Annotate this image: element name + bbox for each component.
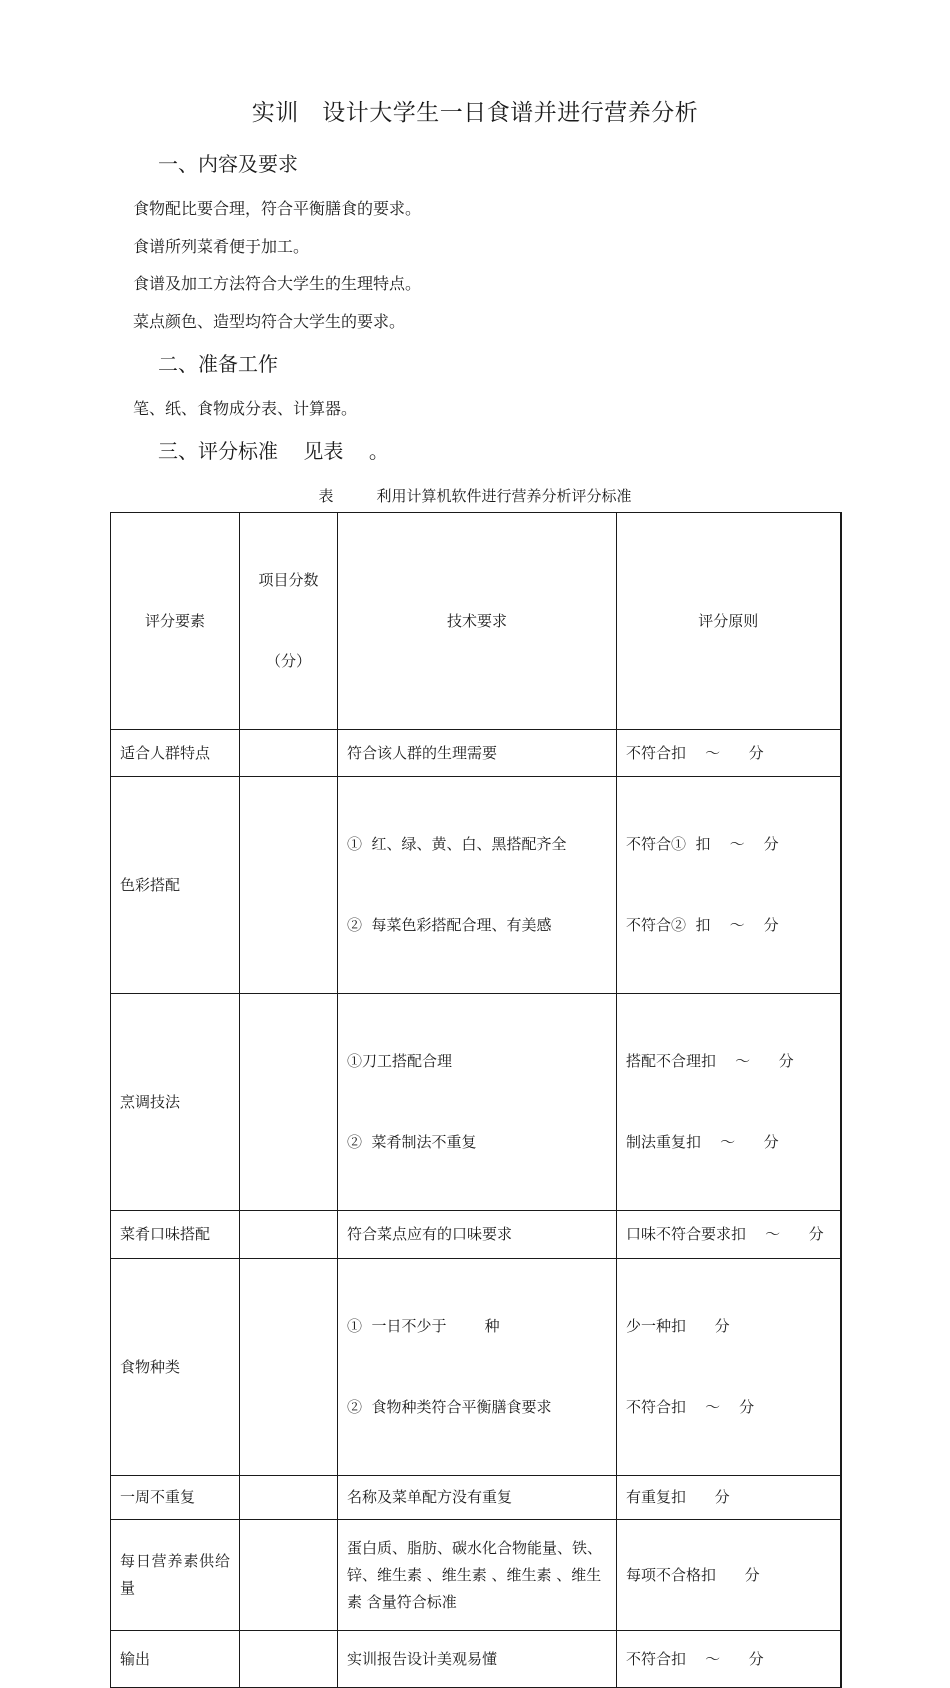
table-row [111,1476,841,1520]
scoring-table [110,512,842,1688]
table-row [111,1259,841,1476]
cell-score [240,730,338,777]
cell-tech [338,777,617,994]
cell-element: 色彩搭配 [111,777,240,994]
cell-principle: 有重复扣 分 [617,1476,841,1520]
cell-tech: 实训报告设计美观易懂 [338,1631,617,1688]
section-heading-content: 一、内容及要求 [158,152,298,176]
table-header-row [111,513,841,730]
requirement-item: 食谱及加工方法符合大学生的生理特点。 [133,274,422,293]
table-row [111,1520,841,1631]
table-row [111,1211,841,1259]
section-heading-preparation: 二、准备工作 [158,352,278,376]
cell-score [240,1520,338,1631]
header-score [240,513,338,730]
table-row [111,994,841,1211]
cell-score [240,994,338,1211]
header-score-line2: （分） [265,652,311,670]
principle-line: 不符合② 扣 ～ 分 [626,916,779,934]
table-caption: 表 利用计算机软件进行营养分析评分标准 [318,487,632,505]
tech-line: ② 每菜色彩搭配合理、有美感 [347,916,552,934]
cell-tech [338,994,617,1211]
header-element: 评分要素 [111,513,240,730]
cell-tech: 符合该人群的生理需要 [338,730,617,777]
table-row [111,777,841,994]
cell-principle: 每项不合格扣 分 [617,1520,841,1631]
tech-line: ② 食物种类符合平衡膳食要求 [347,1398,552,1416]
cell-element: 食物种类 [111,1259,240,1476]
principle-line: 搭配不合理扣 ～ 分 [626,1052,794,1070]
cell-tech [338,1259,617,1476]
cell-element: 输出 [111,1631,240,1688]
cell-tech: 名称及菜单配方没有重复 [338,1476,617,1520]
cell-element: 适合人群特点 [111,730,240,777]
cell-score [240,1476,338,1520]
cell-score [240,1631,338,1688]
cell-tech: 蛋白质、脂肪、碳水化合物能量、铁、锌、维生素 、维生素 、维生素 、维生素 含量符合标准 [338,1520,617,1631]
requirement-item: 菜点颜色、造型均符合大学生的要求。 [133,312,406,331]
tech-line: ① 红、绿、黄、白、黑搭配齐全 [347,835,567,853]
table-row [111,1631,841,1688]
cell-element: 菜肴口味搭配 [111,1211,240,1259]
cell-principle [617,994,841,1211]
cell-principle: 不符合扣 ～ 分 [617,730,841,777]
requirement-item: 食物配比要合理，符合平衡膳食的要求。 [133,199,422,218]
tech-line: ①刀工搭配合理 [347,1052,453,1070]
requirement-item: 食谱所列菜肴便于加工。 [133,237,310,256]
principle-line: 少一种扣 分 [626,1317,730,1335]
preparation-text: 笔、纸、食物成分表、计算器。 [133,399,358,418]
principle-line: 不符合扣 ～ 分 [626,1398,755,1416]
section-heading-scoring: 三、评分标准 见表 。 [158,439,389,463]
cell-score [240,1259,338,1476]
tech-line: ② 菜肴制法不重复 [347,1133,477,1151]
page-title: 实训 设计大学生一日食谱并进行营养分析 [251,100,699,126]
cell-element: 每日营养素供给量 [111,1520,240,1631]
principle-line: 制法重复扣 ～ 分 [626,1133,779,1151]
cell-element: 烹调技法 [111,994,240,1211]
header-tech: 技术要求 [338,513,617,730]
header-score-line1: 项目分数 [258,571,319,589]
cell-score [240,1211,338,1259]
cell-tech: 符合菜点应有的口味要求 [338,1211,617,1259]
header-principle: 评分原则 [617,513,841,730]
cell-principle [617,1259,841,1476]
principle-line: 不符合① 扣 ～ 分 [626,835,779,853]
table-row [111,730,841,777]
cell-principle: 口味不符合要求扣 ～ 分 [617,1211,841,1259]
cell-principle: 不符合扣 ～ 分 [617,1631,841,1688]
cell-principle [617,777,841,994]
cell-element: 一周不重复 [111,1476,240,1520]
tech-line: ① 一日不少于 种 [347,1317,500,1335]
cell-score [240,777,338,994]
